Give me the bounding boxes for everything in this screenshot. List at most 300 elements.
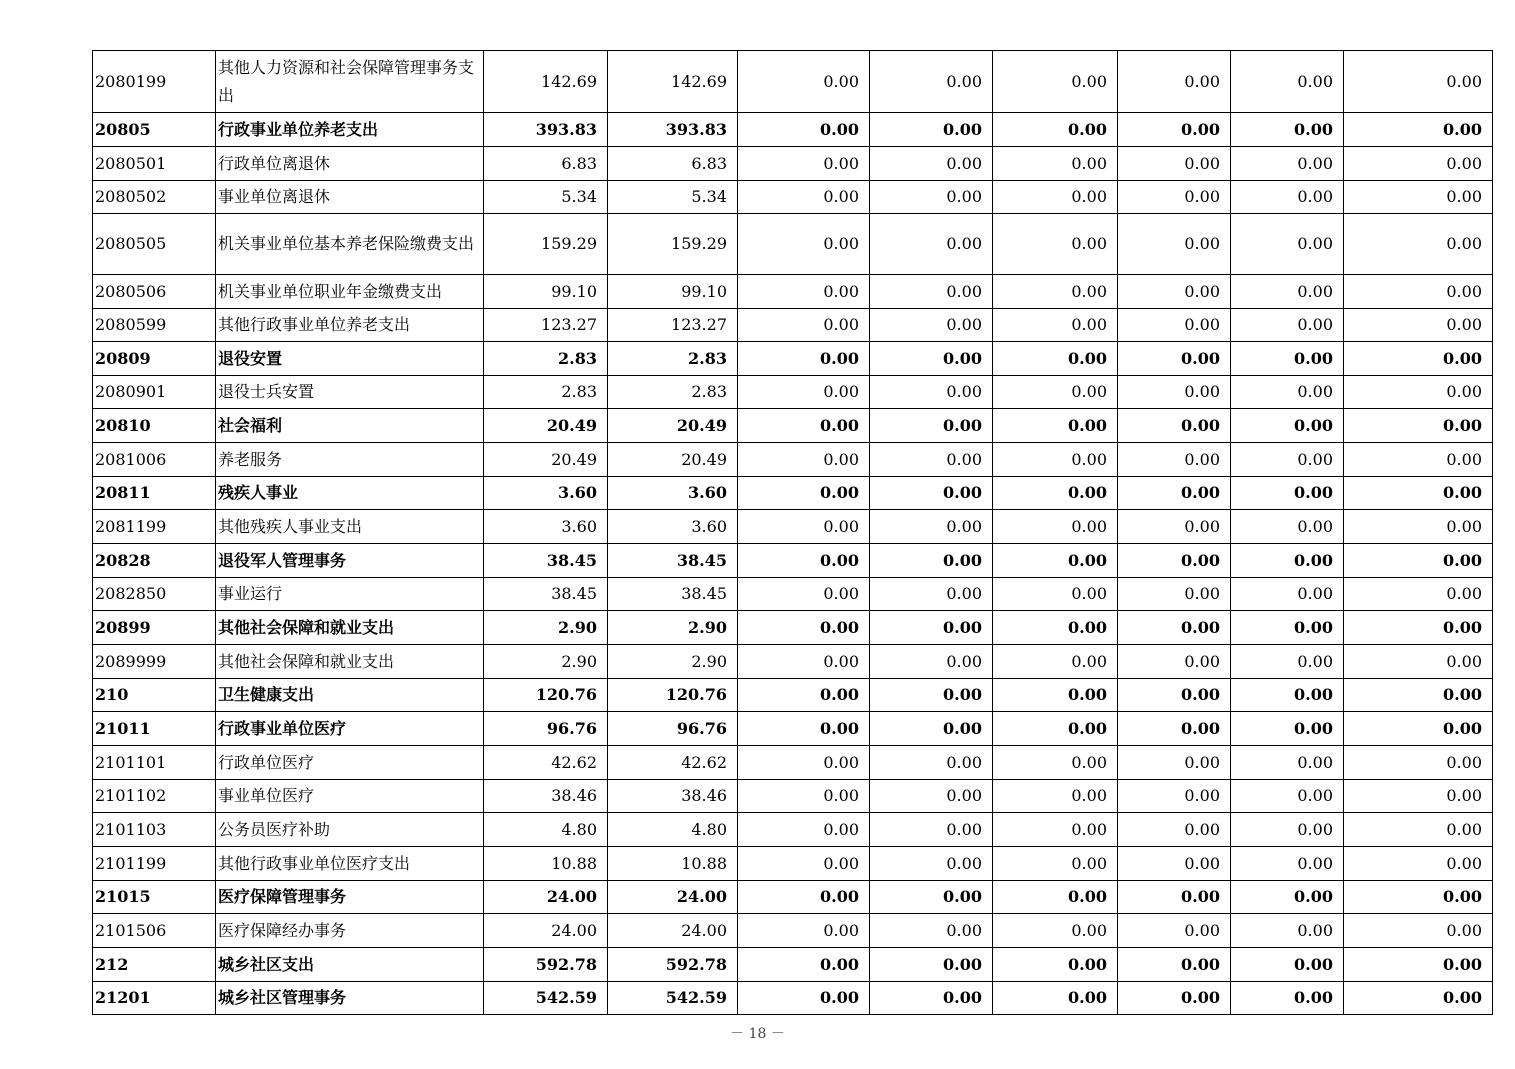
table-row [93, 611, 1493, 645]
amount-cell: 0.00 [1118, 510, 1231, 544]
amount-cell: 0.00 [993, 914, 1118, 948]
subject-name-cell: 事业运行 [216, 578, 484, 611]
amount-cell: 0.00 [1118, 611, 1231, 645]
table-body [93, 51, 1493, 1015]
amount-cell: 10.88 [484, 847, 608, 881]
subject-name-cell: 事业单位医疗 [216, 780, 484, 813]
amount-cell: 0.00 [1231, 881, 1344, 914]
amount-cell: 0.00 [870, 948, 993, 982]
amount-cell: 0.00 [1344, 611, 1493, 645]
subject-code-cell: 20809 [93, 342, 216, 376]
amount-cell: 0.00 [870, 746, 993, 780]
amount-cell: 0.00 [1344, 578, 1493, 611]
subject-code-cell: 20899 [93, 611, 216, 645]
amount-cell: 0.00 [1344, 443, 1493, 477]
amount-cell: 0.00 [1231, 847, 1344, 881]
amount-cell: 0.00 [993, 309, 1118, 342]
amount-cell: 0.00 [1231, 342, 1344, 376]
amount-cell: 0.00 [993, 181, 1118, 214]
subject-code-cell: 2082850 [93, 578, 216, 611]
amount-cell: 0.00 [1344, 113, 1493, 147]
amount-cell: 0.00 [1231, 275, 1344, 309]
amount-cell: 0.00 [738, 51, 870, 113]
amount-cell: 0.00 [870, 214, 993, 275]
subject-name-cell: 卫生健康支出 [216, 679, 484, 712]
amount-cell: 0.00 [1231, 780, 1344, 813]
subject-name-cell: 其他社会保障和就业支出 [216, 611, 484, 645]
amount-cell: 0.00 [993, 780, 1118, 813]
amount-cell: 20.49 [608, 443, 738, 477]
amount-cell: 0.00 [738, 611, 870, 645]
amount-cell: 2.83 [484, 376, 608, 409]
amount-cell: 0.00 [993, 679, 1118, 712]
page-number: － 18 － [730, 1026, 785, 1042]
amount-cell: 96.76 [608, 712, 738, 746]
amount-cell: 2.83 [608, 376, 738, 409]
amount-cell: 20.49 [484, 443, 608, 477]
amount-cell: 0.00 [1231, 982, 1344, 1015]
amount-cell: 0.00 [1231, 544, 1344, 578]
amount-cell: 393.83 [608, 113, 738, 147]
amount-cell: 3.60 [608, 510, 738, 544]
amount-cell: 0.00 [1231, 611, 1344, 645]
amount-cell: 38.46 [484, 780, 608, 813]
amount-cell: 0.00 [1231, 376, 1344, 409]
amount-cell: 24.00 [484, 914, 608, 948]
amount-cell: 0.00 [993, 544, 1118, 578]
amount-cell: 0.00 [1118, 746, 1231, 780]
amount-cell: 0.00 [738, 914, 870, 948]
table-row [93, 510, 1493, 544]
table-row [93, 982, 1493, 1015]
subject-code-cell: 2081006 [93, 443, 216, 477]
amount-cell: 0.00 [870, 712, 993, 746]
amount-cell: 0.00 [1118, 147, 1231, 181]
amount-cell: 0.00 [870, 477, 993, 510]
table-row [93, 645, 1493, 679]
amount-cell: 0.00 [993, 948, 1118, 982]
amount-cell: 2.83 [608, 342, 738, 376]
subject-code-cell: 2080502 [93, 181, 216, 214]
amount-cell: 0.00 [870, 510, 993, 544]
amount-cell: 24.00 [484, 881, 608, 914]
amount-cell: 0.00 [870, 982, 993, 1015]
amount-cell: 0.00 [1231, 746, 1344, 780]
subject-name-cell: 城乡社区支出 [216, 948, 484, 982]
amount-cell: 0.00 [1344, 510, 1493, 544]
amount-cell: 0.00 [1344, 51, 1493, 113]
amount-cell: 38.45 [484, 544, 608, 578]
amount-cell: 2.83 [484, 342, 608, 376]
amount-cell: 0.00 [738, 881, 870, 914]
amount-cell: 38.45 [484, 578, 608, 611]
subject-name-cell: 行政单位医疗 [216, 746, 484, 780]
amount-cell: 0.00 [1344, 544, 1493, 578]
subject-name-cell: 其他残疾人事业支出 [216, 510, 484, 544]
amount-cell: 0.00 [1344, 376, 1493, 409]
amount-cell: 0.00 [738, 712, 870, 746]
amount-cell: 0.00 [993, 51, 1118, 113]
subject-code-cell: 20805 [93, 113, 216, 147]
amount-cell: 0.00 [1344, 181, 1493, 214]
table-row [93, 948, 1493, 982]
amount-cell: 0.00 [870, 544, 993, 578]
amount-cell: 0.00 [1118, 679, 1231, 712]
amount-cell: 0.00 [1344, 847, 1493, 881]
subject-code-cell: 2101103 [93, 813, 216, 847]
amount-cell: 2.90 [608, 645, 738, 679]
amount-cell: 0.00 [738, 780, 870, 813]
subject-code-cell: 2101199 [93, 847, 216, 881]
table-row [93, 443, 1493, 477]
amount-cell: 3.60 [608, 477, 738, 510]
subject-code-cell: 2080199 [93, 51, 216, 113]
amount-cell: 38.45 [608, 544, 738, 578]
amount-cell: 6.83 [608, 147, 738, 181]
amount-cell: 0.00 [1118, 881, 1231, 914]
amount-cell: 0.00 [993, 147, 1118, 181]
amount-cell: 20.49 [608, 409, 738, 443]
amount-cell: 0.00 [1344, 214, 1493, 275]
amount-cell: 142.69 [608, 51, 738, 113]
subject-name-cell: 行政单位离退休 [216, 147, 484, 181]
amount-cell: 0.00 [1344, 948, 1493, 982]
amount-cell: 0.00 [1118, 113, 1231, 147]
amount-cell: 0.00 [1344, 309, 1493, 342]
budget-table [92, 50, 1493, 1015]
amount-cell: 0.00 [1118, 712, 1231, 746]
amount-cell: 0.00 [1118, 982, 1231, 1015]
amount-cell: 0.00 [1231, 914, 1344, 948]
table-row [93, 881, 1493, 914]
subject-code-cell: 21201 [93, 982, 216, 1015]
amount-cell: 0.00 [993, 342, 1118, 376]
amount-cell: 0.00 [993, 881, 1118, 914]
amount-cell: 0.00 [1344, 982, 1493, 1015]
amount-cell: 0.00 [738, 813, 870, 847]
amount-cell: 0.00 [993, 645, 1118, 679]
amount-cell: 0.00 [738, 948, 870, 982]
subject-name-cell: 其他人力资源和社会保障管理事务支出 [216, 51, 484, 113]
subject-name-cell: 行政事业单位医疗 [216, 712, 484, 746]
amount-cell: 393.83 [484, 113, 608, 147]
table-row [93, 376, 1493, 409]
subject-code-cell: 2101101 [93, 746, 216, 780]
amount-cell: 0.00 [1118, 309, 1231, 342]
amount-cell: 120.76 [484, 679, 608, 712]
amount-cell: 0.00 [738, 275, 870, 309]
amount-cell: 0.00 [993, 611, 1118, 645]
subject-name-cell: 其他行政事业单位养老支出 [216, 309, 484, 342]
amount-cell: 0.00 [1344, 914, 1493, 948]
amount-cell: 0.00 [1344, 645, 1493, 679]
amount-cell: 0.00 [1231, 510, 1344, 544]
subject-name-cell: 事业单位离退休 [216, 181, 484, 214]
amount-cell: 0.00 [738, 214, 870, 275]
subject-name-cell: 机关事业单位职业年金缴费支出 [216, 275, 484, 309]
table-row [93, 51, 1493, 113]
amount-cell: 123.27 [608, 309, 738, 342]
amount-cell: 42.62 [608, 746, 738, 780]
amount-cell: 0.00 [1231, 409, 1344, 443]
amount-cell: 0.00 [993, 712, 1118, 746]
amount-cell: 0.00 [993, 982, 1118, 1015]
amount-cell: 123.27 [484, 309, 608, 342]
amount-cell: 0.00 [993, 443, 1118, 477]
table-row [93, 847, 1493, 881]
amount-cell: 159.29 [608, 214, 738, 275]
amount-cell: 5.34 [608, 181, 738, 214]
subject-code-cell: 2080506 [93, 275, 216, 309]
table-row [93, 181, 1493, 214]
table-row [93, 214, 1493, 275]
amount-cell: 20.49 [484, 409, 608, 443]
table-row [93, 342, 1493, 376]
subject-name-cell: 医疗保障管理事务 [216, 881, 484, 914]
amount-cell: 0.00 [1118, 275, 1231, 309]
amount-cell: 0.00 [738, 147, 870, 181]
amount-cell: 0.00 [738, 309, 870, 342]
amount-cell: 24.00 [608, 881, 738, 914]
table-row [93, 544, 1493, 578]
amount-cell: 0.00 [870, 679, 993, 712]
amount-cell: 0.00 [870, 813, 993, 847]
amount-cell: 0.00 [870, 847, 993, 881]
amount-cell: 0.00 [870, 275, 993, 309]
amount-cell: 0.00 [1118, 813, 1231, 847]
amount-cell: 0.00 [738, 443, 870, 477]
subject-code-cell: 2080599 [93, 309, 216, 342]
amount-cell: 0.00 [1231, 477, 1344, 510]
amount-cell: 0.00 [1118, 578, 1231, 611]
amount-cell: 5.34 [484, 181, 608, 214]
subject-name-cell: 其他行政事业单位医疗支出 [216, 847, 484, 881]
amount-cell: 0.00 [1231, 948, 1344, 982]
amount-cell: 0.00 [1118, 376, 1231, 409]
amount-cell: 0.00 [993, 113, 1118, 147]
amount-cell: 3.60 [484, 477, 608, 510]
amount-cell: 0.00 [993, 746, 1118, 780]
amount-cell: 99.10 [484, 275, 608, 309]
amount-cell: 0.00 [870, 51, 993, 113]
amount-cell: 0.00 [738, 982, 870, 1015]
subject-name-cell: 残疾人事业 [216, 477, 484, 510]
amount-cell: 0.00 [1231, 813, 1344, 847]
amount-cell: 0.00 [993, 510, 1118, 544]
amount-cell: 542.59 [608, 982, 738, 1015]
table-row [93, 275, 1493, 309]
amount-cell: 0.00 [870, 409, 993, 443]
amount-cell: 0.00 [1344, 881, 1493, 914]
amount-cell: 0.00 [738, 544, 870, 578]
amount-cell: 0.00 [1231, 645, 1344, 679]
subject-code-cell: 212 [93, 948, 216, 982]
table-row [93, 147, 1493, 181]
subject-code-cell: 20810 [93, 409, 216, 443]
amount-cell: 0.00 [870, 309, 993, 342]
amount-cell: 592.78 [484, 948, 608, 982]
amount-cell: 0.00 [1344, 813, 1493, 847]
amount-cell: 0.00 [1118, 51, 1231, 113]
amount-cell: 0.00 [870, 881, 993, 914]
amount-cell: 0.00 [1231, 578, 1344, 611]
table-row [93, 409, 1493, 443]
amount-cell: 4.80 [608, 813, 738, 847]
amount-cell: 10.88 [608, 847, 738, 881]
amount-cell: 0.00 [738, 847, 870, 881]
amount-cell: 0.00 [1344, 147, 1493, 181]
amount-cell: 0.00 [1231, 712, 1344, 746]
table-row [93, 746, 1493, 780]
amount-cell: 542.59 [484, 982, 608, 1015]
amount-cell: 0.00 [870, 181, 993, 214]
amount-cell: 0.00 [738, 510, 870, 544]
table-row [93, 712, 1493, 746]
subject-code-cell: 2101102 [93, 780, 216, 813]
amount-cell: 6.83 [484, 147, 608, 181]
amount-cell: 96.76 [484, 712, 608, 746]
amount-cell: 24.00 [608, 914, 738, 948]
amount-cell: 0.00 [1118, 847, 1231, 881]
subject-name-cell: 机关事业单位基本养老保险缴费支出 [216, 214, 484, 275]
subject-code-cell: 2081199 [93, 510, 216, 544]
amount-cell: 120.76 [608, 679, 738, 712]
amount-cell: 0.00 [1231, 113, 1344, 147]
amount-cell: 0.00 [1344, 409, 1493, 443]
subject-name-cell: 医疗保障经办事务 [216, 914, 484, 948]
table-row [93, 679, 1493, 712]
subject-name-cell: 城乡社区管理事务 [216, 982, 484, 1015]
amount-cell: 2.90 [484, 611, 608, 645]
subject-code-cell: 2080901 [93, 376, 216, 409]
amount-cell: 0.00 [1231, 181, 1344, 214]
subject-name-cell: 退役士兵安置 [216, 376, 484, 409]
amount-cell: 0.00 [993, 376, 1118, 409]
table-row [93, 309, 1493, 342]
amount-cell: 0.00 [738, 409, 870, 443]
subject-name-cell: 社会福利 [216, 409, 484, 443]
amount-cell: 0.00 [993, 214, 1118, 275]
table-row [93, 813, 1493, 847]
subject-name-cell: 行政事业单位养老支出 [216, 113, 484, 147]
amount-cell: 0.00 [870, 645, 993, 679]
amount-cell: 0.00 [870, 113, 993, 147]
subject-code-cell: 2080505 [93, 214, 216, 275]
amount-cell: 0.00 [1344, 342, 1493, 376]
amount-cell: 0.00 [993, 847, 1118, 881]
amount-cell: 3.60 [484, 510, 608, 544]
amount-cell: 0.00 [738, 645, 870, 679]
amount-cell: 0.00 [1231, 51, 1344, 113]
amount-cell: 0.00 [738, 376, 870, 409]
table-row [93, 113, 1493, 147]
amount-cell: 0.00 [738, 181, 870, 214]
amount-cell: 0.00 [870, 443, 993, 477]
amount-cell: 0.00 [870, 914, 993, 948]
table-row [93, 780, 1493, 813]
amount-cell: 0.00 [870, 578, 993, 611]
amount-cell: 0.00 [870, 611, 993, 645]
amount-cell: 0.00 [1118, 342, 1231, 376]
amount-cell: 0.00 [993, 275, 1118, 309]
amount-cell: 38.45 [608, 578, 738, 611]
subject-name-cell: 退役安置 [216, 342, 484, 376]
amount-cell: 592.78 [608, 948, 738, 982]
table-row [93, 914, 1493, 948]
subject-code-cell: 21011 [93, 712, 216, 746]
subject-name-cell: 公务员医疗补助 [216, 813, 484, 847]
amount-cell: 0.00 [1118, 544, 1231, 578]
amount-cell: 0.00 [870, 780, 993, 813]
amount-cell: 0.00 [1231, 214, 1344, 275]
amount-cell: 2.90 [608, 611, 738, 645]
amount-cell: 0.00 [870, 147, 993, 181]
subject-code-cell: 20828 [93, 544, 216, 578]
subject-code-cell: 2101506 [93, 914, 216, 948]
amount-cell: 0.00 [1118, 443, 1231, 477]
amount-cell: 0.00 [1118, 181, 1231, 214]
subject-code-cell: 20811 [93, 477, 216, 510]
amount-cell: 0.00 [1344, 780, 1493, 813]
amount-cell: 38.46 [608, 780, 738, 813]
amount-cell: 0.00 [738, 477, 870, 510]
amount-cell: 0.00 [1118, 477, 1231, 510]
amount-cell: 0.00 [993, 477, 1118, 510]
amount-cell: 159.29 [484, 214, 608, 275]
amount-cell: 0.00 [993, 578, 1118, 611]
amount-cell: 0.00 [1344, 275, 1493, 309]
amount-cell: 0.00 [1118, 948, 1231, 982]
amount-cell: 0.00 [1344, 746, 1493, 780]
amount-cell: 4.80 [484, 813, 608, 847]
amount-cell: 2.90 [484, 645, 608, 679]
amount-cell: 0.00 [993, 813, 1118, 847]
amount-cell: 0.00 [1118, 409, 1231, 443]
amount-cell: 0.00 [738, 113, 870, 147]
amount-cell: 0.00 [1118, 645, 1231, 679]
amount-cell: 0.00 [1118, 914, 1231, 948]
amount-cell: 0.00 [1231, 679, 1344, 712]
amount-cell: 0.00 [1344, 712, 1493, 746]
table-row [93, 477, 1493, 510]
subject-code-cell: 2080501 [93, 147, 216, 181]
subject-name-cell: 其他社会保障和就业支出 [216, 645, 484, 679]
amount-cell: 0.00 [1344, 477, 1493, 510]
amount-cell: 0.00 [1231, 443, 1344, 477]
amount-cell: 0.00 [738, 578, 870, 611]
subject-name-cell: 养老服务 [216, 443, 484, 477]
amount-cell: 0.00 [738, 679, 870, 712]
amount-cell: 0.00 [738, 342, 870, 376]
amount-cell: 99.10 [608, 275, 738, 309]
table-row [93, 578, 1493, 611]
subject-code-cell: 2089999 [93, 645, 216, 679]
amount-cell: 142.69 [484, 51, 608, 113]
subject-code-cell: 21015 [93, 881, 216, 914]
amount-cell: 0.00 [1118, 214, 1231, 275]
subject-name-cell: 退役军人管理事务 [216, 544, 484, 578]
amount-cell: 0.00 [1231, 309, 1344, 342]
amount-cell: 0.00 [1344, 679, 1493, 712]
amount-cell: 0.00 [1118, 780, 1231, 813]
subject-code-cell: 210 [93, 679, 216, 712]
amount-cell: 0.00 [993, 409, 1118, 443]
amount-cell: 0.00 [870, 376, 993, 409]
amount-cell: 0.00 [738, 746, 870, 780]
amount-cell: 0.00 [1231, 147, 1344, 181]
amount-cell: 42.62 [484, 746, 608, 780]
amount-cell: 0.00 [870, 342, 993, 376]
